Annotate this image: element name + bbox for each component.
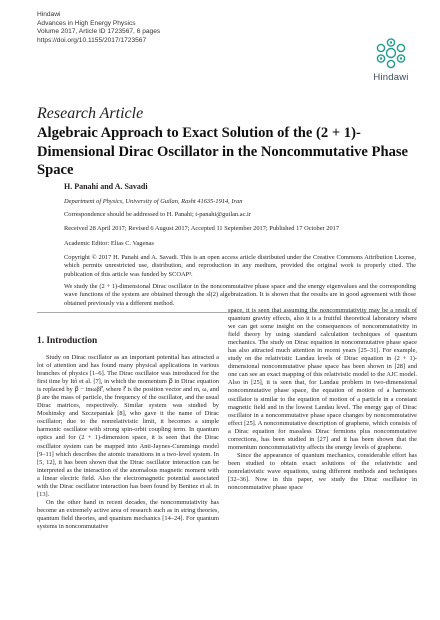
left-column <box>37 354 219 531</box>
abstract: We study the (2 + 1)-dimensional Dirac oscillator in the noncommutative phase space and the energy eigenvalues and the corresponding wave functions of the system are obtained through the sl(2) algebraization. It is shown that the results are in good agreement with those obtained previously via a different method. <box>64 283 416 307</box>
journal-doi[interactable]: https://doi.org/10.1155/2017/1723567 <box>37 36 147 44</box>
journal-publisher: Hindawi <box>37 11 61 18</box>
hindawi-logo-icon <box>374 36 408 70</box>
authors: H. Panahi and A. Savadi <box>64 182 148 191</box>
affiliation: Department of Physics, University of Guilan, Rasht 41635-1914, Iran <box>64 198 243 205</box>
academic-editor: Academic Editor: Elias C. Vagenas <box>64 240 154 247</box>
journal-volume: Volume 2017, Article ID 1723567, 6 pages <box>37 28 161 36</box>
copyright-notice: Copyright © 2017 H. Panahi and A. Savadi. This is an open access article distributed under the Creative Commons Attribution License, which permits unrestricted use, distribution, and reproduction in any medium, provided the original work is properly cited. The publication of this article was funded by SCOAP³. <box>64 254 416 278</box>
article-dates: Received 28 April 2017; Revised 6 August 2017; Accepted 11 September 2017; Published 17 October 2017 <box>64 225 340 232</box>
paragraph: On the other hand in recent decades, the noncommutativity has become an extremely active area of research such as in string theories, quantum field theories, and quantum mechanics [14–24]. For quantum systems in noncommutative <box>37 498 219 530</box>
article-title: Algebraic Approach to Exact Solution of the (2 + 1)-Dimensional Dirac Oscillator in the Noncommutative Phase Space <box>37 125 409 178</box>
paragraph: Study on Dirac oscillator as an important potential has attracted a lot of attention and has found many physical applications in various branches of physics [1–6]. The Dirac oscillator was introduced for the first time by Itô et al. [7], in which the momentum p⃗ in Dirac equation is replaced by p⃗ − imωβr⃗, where r⃗ is the position vector and m, ω, and β are the mass of particle, the frequency of the oscillator, and the usual Dirac matrices, respectively. Similar system was studied by Moshinsky and Szczepaniak [8], who gave it the name of Dirac oscillator; due to the nonrelativistic limit, it becomes a simple harmonic oscillator with strong spin-orbit coupling term. In quantum optics and for (2 + 1)-dimension space, it is seen that the Dirac oscillator system can be mapped into Anti-Jaynes-Cummings model [9–11] which describes the atomic transitions in a two-level system. In [5, 12], it has been shown that the Dirac oscillator interaction can be interpreted as the interaction of the anomalous magnetic moment with a linear electric field. Also the electromagnetic potential associated with the Dirac oscillator interaction has been found by Benitez et al. in [13]. <box>37 354 219 498</box>
right-column <box>228 307 417 492</box>
hindawi-logo <box>368 36 414 83</box>
article-type: Research Article <box>37 105 144 122</box>
paragraph: Since the appearance of quantum mechanics, considerable effort has been studied to obtain exact solutions of the relativistic and nonrelativistic wave equations, using different methods and techniques [32–36]. Now in this paper, we study the Dirac oscillator in noncommutative phase space <box>228 451 417 492</box>
journal-info <box>37 11 160 45</box>
logo-wordmark: Hindawi <box>373 72 409 83</box>
journal-name: Advances in High Energy Physics <box>37 19 136 27</box>
correspondence: Correspondence should be addressed to H. Panahi; t-panahi@guilan.ac.ir <box>64 211 251 218</box>
paragraph: space, it is seen that assuming the noncommutativity may be a result of quantum gravity effects, also it is a fruitful theoretical laboratory where we can get some insight on the consequences of noncommutativity in field theory by using standard calculation techniques of quantum mechanics. The study on Dirac equation in noncommutative phase space has also attracted much attention in recent years [25–31]. For example, study on the relativistic Landau levels of Dirac equation in (2 + 1)-dimensional noncommutative phase space has been shown in [28] and one can see an exact mapping of this relativistic model to the AJC model. Also in [25], it is seen that, for Landau problem in two-dimensional noncommutative phase space, the equation of motion of a harmonic oscillator is similar to the equation of motion of a particle in a constant magnetic field and in the lowest Landau level. The energy gap of Dirac oscillator in a noncommutative phase space changes by noncommutative effect [25]. A noncommutative description of graphene, which consists of a Dirac equation for massless Dirac fermions plus noncommutative corrections, has been studied in [27] and it has been shown that the momentum noncommutativity affects the energy levels of graphene. <box>228 307 417 451</box>
section-heading: 1. Introduction <box>37 336 98 346</box>
